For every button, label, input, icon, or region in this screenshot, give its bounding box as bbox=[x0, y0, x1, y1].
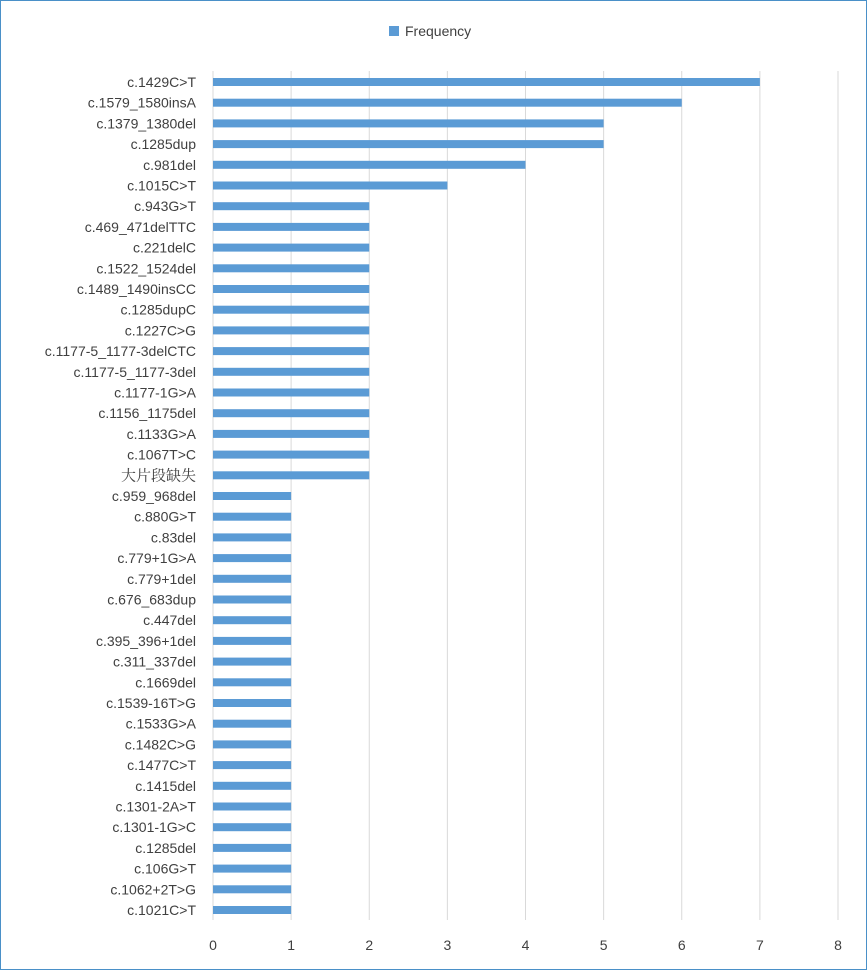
category-label: c.1062+2T>G bbox=[110, 881, 196, 898]
gridlines bbox=[213, 71, 838, 920]
bar bbox=[213, 264, 369, 272]
category-label: c.1177-5_1177-3del bbox=[73, 363, 196, 380]
x-tick-label: 7 bbox=[755, 937, 764, 953]
x-tick-label: 2 bbox=[365, 937, 374, 953]
category-label: c.981del bbox=[143, 156, 196, 173]
bar bbox=[213, 596, 291, 604]
bar bbox=[213, 368, 369, 376]
category-label: c.1489_1490insCC bbox=[76, 281, 196, 297]
bar bbox=[213, 244, 369, 252]
category-label: c.779+1G>A bbox=[117, 550, 196, 567]
bar bbox=[213, 306, 369, 314]
bar bbox=[213, 161, 526, 169]
category-label: 大片段缺失 bbox=[120, 466, 196, 485]
category-labels bbox=[45, 74, 197, 918]
bar bbox=[213, 844, 291, 852]
category-label: c.1177-1G>A bbox=[114, 384, 196, 401]
bar bbox=[213, 865, 291, 873]
x-tick-label: 3 bbox=[443, 937, 452, 953]
bar bbox=[213, 78, 760, 86]
bar bbox=[213, 223, 369, 231]
bar bbox=[213, 782, 291, 790]
category-label: c.395_396+1del bbox=[95, 632, 196, 649]
category-label: c.1285dupC bbox=[120, 301, 196, 318]
category-label: c.1579_1580insA bbox=[87, 94, 196, 111]
bar bbox=[213, 533, 291, 541]
legend bbox=[389, 23, 471, 39]
bar bbox=[213, 99, 682, 107]
category-label: c.1669del bbox=[135, 674, 196, 691]
bar bbox=[213, 885, 291, 893]
x-tick-label: 5 bbox=[599, 937, 608, 953]
bar bbox=[213, 285, 369, 293]
category-label: c.959_968del bbox=[111, 488, 196, 504]
bar bbox=[213, 554, 291, 562]
bar bbox=[213, 678, 291, 686]
x-axis-tick-labels bbox=[209, 937, 842, 953]
bar bbox=[213, 575, 291, 583]
category-label: c.1429C>T bbox=[127, 74, 196, 90]
bar bbox=[213, 451, 369, 459]
x-tick-label: 8 bbox=[834, 937, 842, 953]
bar bbox=[213, 347, 369, 355]
category-label: c.880G>T bbox=[134, 508, 196, 525]
category-label: c.1156_1175del bbox=[98, 405, 196, 422]
category-label: c.1482C>G bbox=[124, 736, 196, 753]
category-label: c.779+1del bbox=[127, 570, 196, 587]
category-label: c.1522_1524del bbox=[96, 260, 196, 277]
category-label: c.1539-16T>G bbox=[106, 695, 196, 711]
bar bbox=[213, 430, 369, 438]
category-label: c.1533G>A bbox=[125, 715, 196, 732]
category-label: c.83del bbox=[150, 529, 196, 546]
bar bbox=[213, 140, 604, 148]
category-label: c.311_337del bbox=[112, 653, 196, 670]
bar bbox=[213, 720, 291, 728]
legend-label: Frequency bbox=[405, 23, 472, 39]
bar bbox=[213, 803, 291, 811]
category-label: c.1379_1380del bbox=[96, 115, 196, 132]
category-label: c.1415del bbox=[135, 777, 196, 794]
x-tick-label: 1 bbox=[287, 937, 296, 953]
bar bbox=[213, 616, 291, 624]
bar bbox=[213, 326, 369, 334]
x-tick-label: 4 bbox=[521, 937, 530, 953]
category-label: c.1067T>C bbox=[127, 446, 196, 463]
bars bbox=[213, 78, 760, 914]
x-tick-label: 6 bbox=[677, 937, 686, 953]
bar bbox=[213, 389, 369, 397]
category-label: c.1301-1G>C bbox=[112, 819, 196, 836]
category-label: c.1015C>T bbox=[127, 177, 196, 194]
category-label: c.1477C>T bbox=[127, 757, 196, 774]
bar bbox=[213, 513, 291, 521]
category-label: c.1021C>T bbox=[127, 902, 196, 918]
x-tick-label: 0 bbox=[209, 937, 217, 953]
category-label: c.1301-2A>T bbox=[115, 798, 196, 815]
bar bbox=[213, 658, 291, 666]
category-label: c.469_471delTTC bbox=[84, 218, 196, 235]
bar bbox=[213, 202, 369, 210]
bar bbox=[213, 699, 291, 707]
category-label: c.106G>T bbox=[134, 860, 196, 877]
category-label: c.1227C>G bbox=[124, 322, 196, 339]
bar bbox=[213, 740, 291, 748]
bar bbox=[213, 637, 291, 645]
bar bbox=[213, 761, 291, 769]
category-label: c.1177-5_1177-3delCTC bbox=[44, 343, 196, 360]
bar bbox=[213, 182, 447, 190]
category-label: c.447del bbox=[143, 612, 196, 629]
bar bbox=[213, 906, 291, 914]
category-label: c.676_683dup bbox=[107, 591, 196, 608]
bar bbox=[213, 471, 369, 479]
bar bbox=[213, 492, 291, 500]
bar bbox=[213, 119, 604, 127]
legend-swatch bbox=[389, 26, 399, 36]
category-label: c.1133G>A bbox=[126, 425, 196, 442]
category-label: c.1285del bbox=[135, 839, 196, 856]
bar bbox=[213, 823, 291, 831]
bar bbox=[213, 409, 369, 417]
category-label: c.1285dup bbox=[130, 136, 196, 153]
category-label: c.221delC bbox=[132, 239, 196, 256]
category-label: c.943G>T bbox=[134, 198, 196, 215]
